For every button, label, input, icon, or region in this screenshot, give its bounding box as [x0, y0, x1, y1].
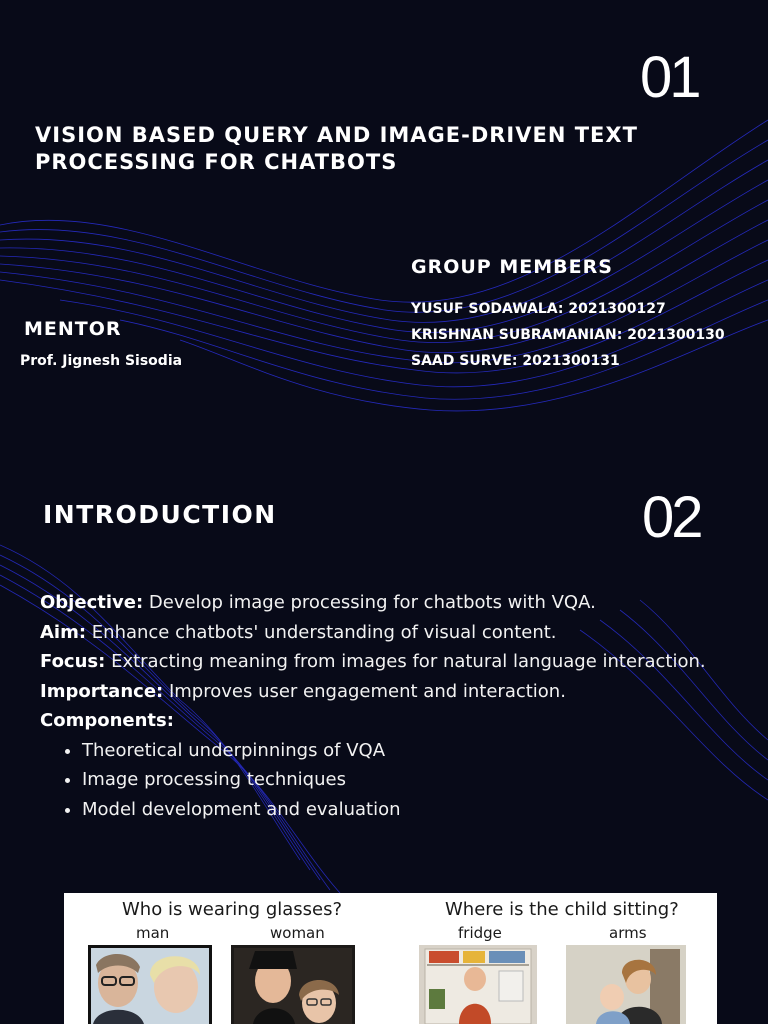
answer-label-fridge: fridge	[458, 924, 502, 942]
slide-number-01: 01	[640, 45, 699, 110]
introduction-body	[40, 588, 750, 824]
focus-line: Focus: Extracting meaning from images for natural language interaction.	[40, 651, 706, 672]
photo-man-glasses	[88, 945, 212, 1024]
member-item: KRISHNAN SUBRAMANIAN: 2021300130	[411, 327, 725, 343]
group-members-heading: GROUP MEMBERS	[411, 256, 613, 278]
mentor-name: Prof. Jignesh Sisodia	[20, 353, 183, 369]
objective-line: Objective: Develop image processing for chatbots with VQA.	[40, 592, 596, 613]
member-item: SAAD SURVE: 2021300131	[411, 353, 620, 369]
question-glasses: Who is wearing glasses?	[122, 899, 343, 920]
components-list	[40, 736, 750, 825]
introduction-heading: INTRODUCTION	[43, 500, 277, 529]
component-item: • Theoretical underpinnings of VQA	[82, 736, 750, 766]
presentation-title: VISION BASED QUERY AND IMAGE-DRIVEN TEXT PROCESSING FOR CHATBOTS	[35, 123, 638, 174]
component-item: • Image processing techniques	[82, 765, 750, 795]
photo-woman-glasses	[231, 945, 355, 1024]
member-item: YUSUF SODAWALA: 2021300127	[411, 301, 666, 317]
slide-number-02: 02	[642, 485, 701, 550]
question-child: Where is the child sitting?	[445, 899, 679, 920]
answer-label-man: man	[136, 924, 170, 942]
components-label: Components:	[40, 710, 174, 731]
answer-label-arms: arms	[609, 924, 647, 942]
group-members-list	[411, 296, 725, 374]
mentor-heading: MENTOR	[24, 318, 122, 340]
aim-line: Aim: Enhance chatbots' understanding of visual content.	[40, 621, 557, 643]
answer-label-woman: woman	[270, 924, 325, 942]
importance-line: Importance: Improves user engagement and interaction.	[40, 680, 566, 702]
photo-child-arms	[566, 945, 686, 1024]
vqa-example-figure	[64, 893, 717, 1024]
photo-child-fridge	[419, 945, 537, 1024]
component-item: • Model development and evaluation	[82, 795, 750, 825]
